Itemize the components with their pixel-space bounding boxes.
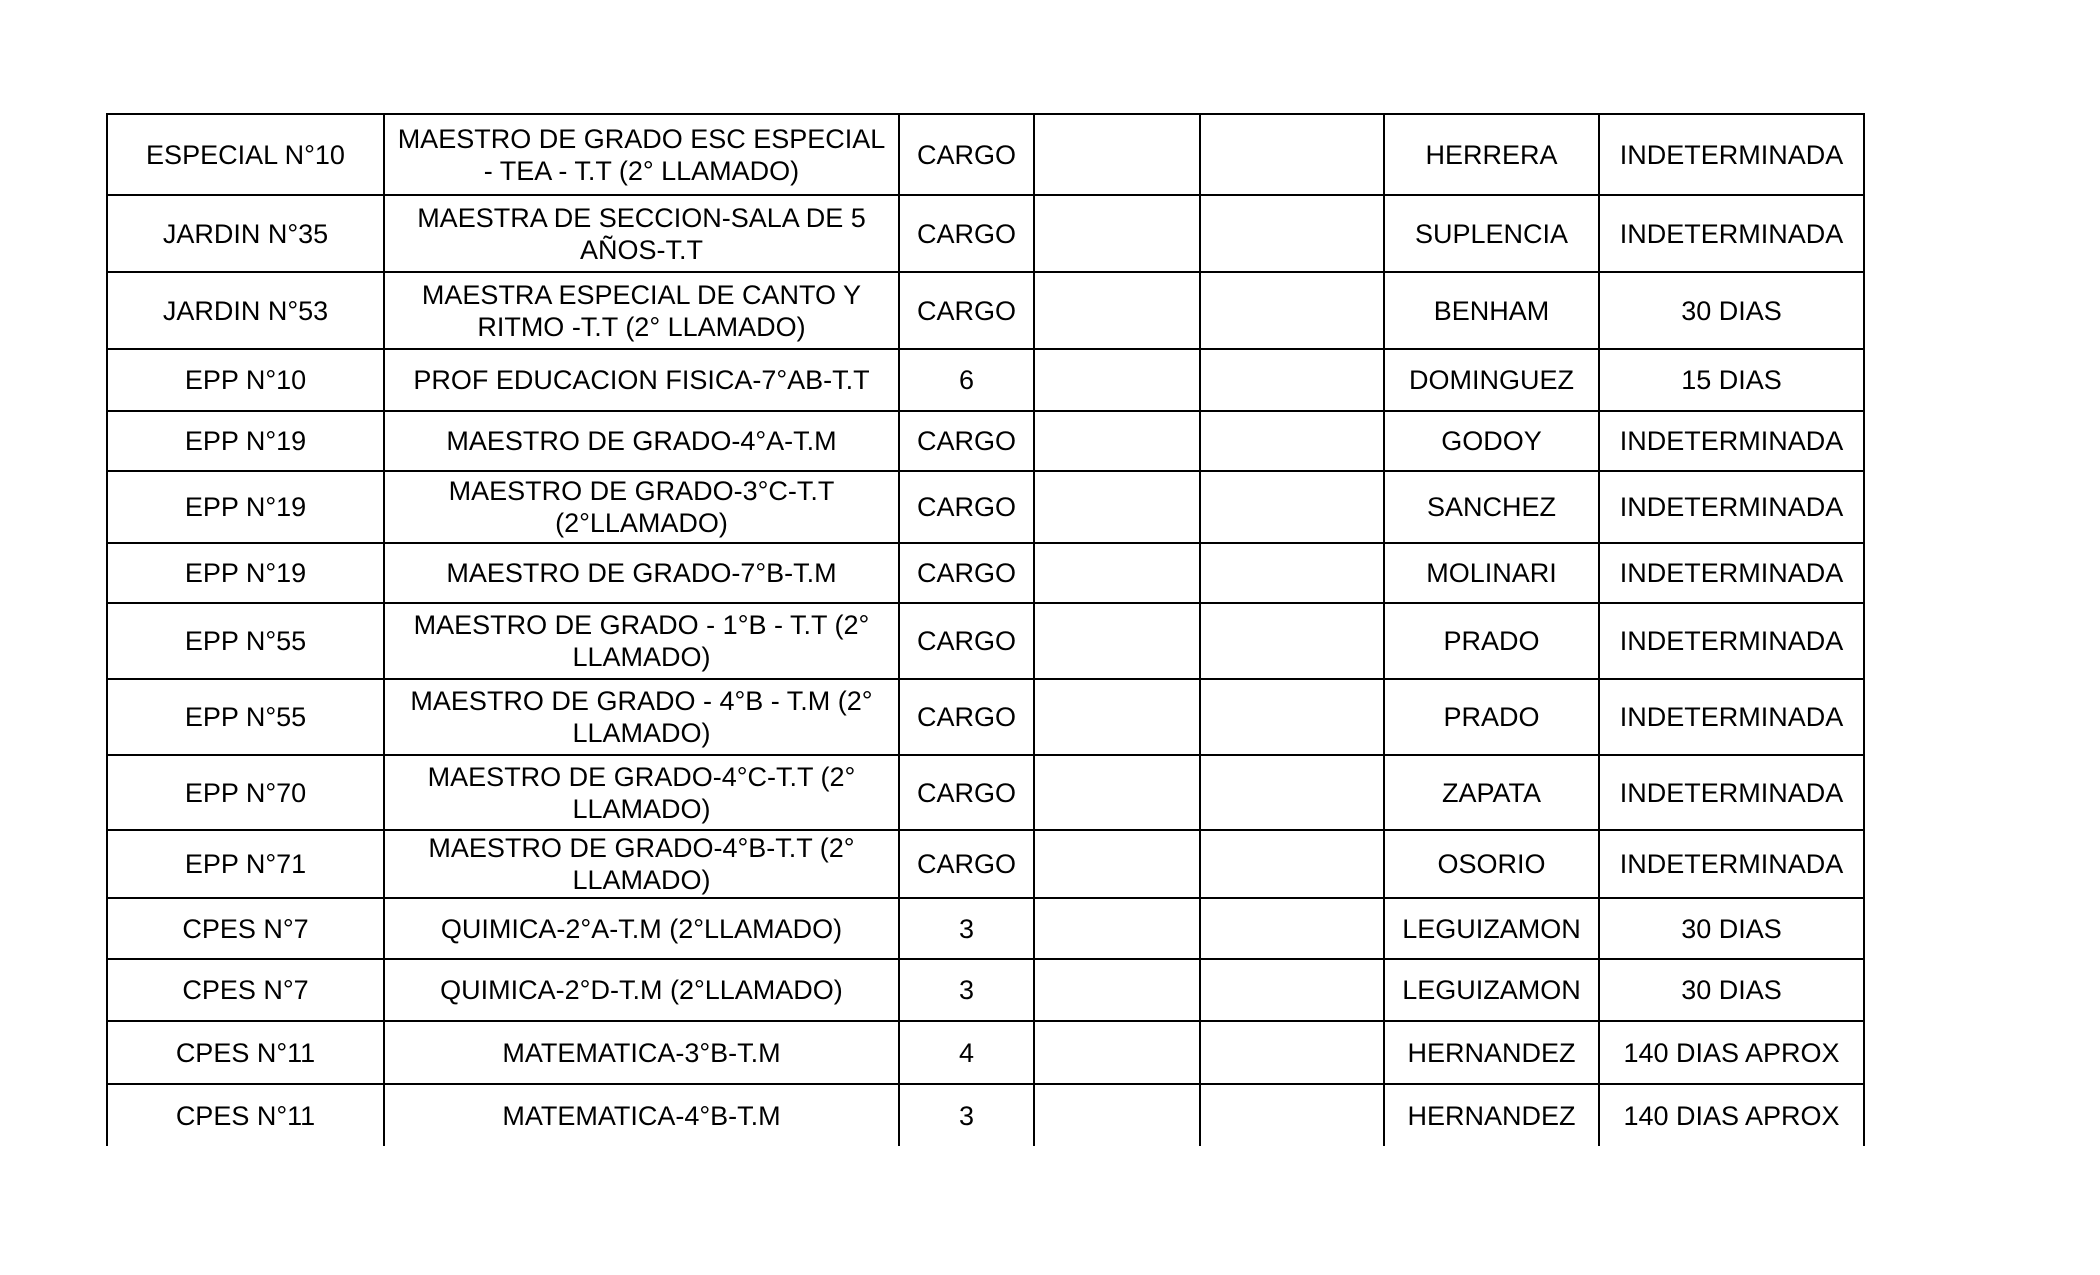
empty-cell	[1200, 543, 1384, 603]
table-row	[107, 959, 1864, 1021]
hours-cell: CARGO	[899, 679, 1034, 755]
table-body	[107, 114, 1864, 1146]
holder-cell: HERNANDEZ	[1384, 1021, 1599, 1084]
holder-cell: PRADO	[1384, 679, 1599, 755]
table-row	[107, 1021, 1864, 1084]
school-cell: EPP N°71	[107, 830, 384, 898]
empty-cell	[1200, 411, 1384, 471]
school-cell: EPP N°19	[107, 543, 384, 603]
table-row	[107, 195, 1864, 272]
school-cell: CPES N°11	[107, 1021, 384, 1084]
holder-cell: PRADO	[1384, 603, 1599, 679]
holder-cell: BENHAM	[1384, 272, 1599, 349]
table-row	[107, 114, 1864, 195]
school-cell: JARDIN N°35	[107, 195, 384, 272]
position-cell: MAESTRA DE SECCION-SALA DE 5 AÑOS-T.T	[384, 195, 899, 272]
school-cell: CPES N°7	[107, 898, 384, 959]
table-row	[107, 755, 1864, 830]
empty-cell	[1200, 1021, 1384, 1084]
school-cell: ESPECIAL N°10	[107, 114, 384, 195]
empty-cell	[1200, 1084, 1384, 1146]
hours-cell: 4	[899, 1021, 1034, 1084]
position-cell: PROF EDUCACION FISICA-7°AB-T.T	[384, 349, 899, 411]
school-cell: EPP N°19	[107, 411, 384, 471]
hours-cell: CARGO	[899, 195, 1034, 272]
empty-cell	[1200, 471, 1384, 543]
hours-cell: 3	[899, 959, 1034, 1021]
school-cell: CPES N°7	[107, 959, 384, 1021]
empty-cell	[1034, 1084, 1200, 1146]
holder-cell: HERRERA	[1384, 114, 1599, 195]
position-cell: MAESTRO DE GRADO-3°C-T.T (2°LLAMADO)	[384, 471, 899, 543]
holder-cell: LEGUIZAMON	[1384, 898, 1599, 959]
empty-cell	[1200, 114, 1384, 195]
hours-cell: CARGO	[899, 830, 1034, 898]
duration-cell: 30 DIAS	[1599, 959, 1864, 1021]
holder-cell: LEGUIZAMON	[1384, 959, 1599, 1021]
empty-cell	[1034, 411, 1200, 471]
empty-cell	[1034, 679, 1200, 755]
hours-cell: CARGO	[899, 543, 1034, 603]
empty-cell	[1200, 755, 1384, 830]
position-cell: MAESTRO DE GRADO-4°A-T.M	[384, 411, 899, 471]
table-row	[107, 603, 1864, 679]
duration-cell: INDETERMINADA	[1599, 679, 1864, 755]
holder-cell: OSORIO	[1384, 830, 1599, 898]
table-row	[107, 471, 1864, 543]
duration-cell: INDETERMINADA	[1599, 411, 1864, 471]
empty-cell	[1034, 114, 1200, 195]
holder-cell: MOLINARI	[1384, 543, 1599, 603]
empty-cell	[1200, 603, 1384, 679]
duration-cell: 30 DIAS	[1599, 272, 1864, 349]
table-row	[107, 411, 1864, 471]
hours-cell: CARGO	[899, 471, 1034, 543]
school-cell: EPP N°19	[107, 471, 384, 543]
empty-cell	[1200, 679, 1384, 755]
duration-cell: 30 DIAS	[1599, 898, 1864, 959]
holder-cell: GODOY	[1384, 411, 1599, 471]
duration-cell: 15 DIAS	[1599, 349, 1864, 411]
table-row	[107, 272, 1864, 349]
table-row	[107, 1084, 1864, 1146]
empty-cell	[1034, 755, 1200, 830]
duration-cell: INDETERMINADA	[1599, 830, 1864, 898]
school-cell: EPP N°55	[107, 603, 384, 679]
school-cell: EPP N°10	[107, 349, 384, 411]
duration-cell: INDETERMINADA	[1599, 195, 1864, 272]
empty-cell	[1034, 959, 1200, 1021]
hours-cell: 6	[899, 349, 1034, 411]
empty-cell	[1200, 195, 1384, 272]
hours-cell: 3	[899, 1084, 1034, 1146]
position-cell: MAESTRO DE GRADO-4°B-T.T (2° LLAMADO)	[384, 830, 899, 898]
hours-cell: CARGO	[899, 411, 1034, 471]
holder-cell: DOMINGUEZ	[1384, 349, 1599, 411]
table-row	[107, 898, 1864, 959]
empty-cell	[1034, 272, 1200, 349]
position-cell: MAESTRA ESPECIAL DE CANTO Y RITMO -T.T (2° LLAMADO)	[384, 272, 899, 349]
hours-cell: 3	[899, 898, 1034, 959]
empty-cell	[1034, 195, 1200, 272]
duration-cell: INDETERMINADA	[1599, 114, 1864, 195]
position-cell: MAESTRO DE GRADO-7°B-T.M	[384, 543, 899, 603]
holder-cell: SUPLENCIA	[1384, 195, 1599, 272]
hours-cell: CARGO	[899, 114, 1034, 195]
empty-cell	[1200, 959, 1384, 1021]
hours-cell: CARGO	[899, 755, 1034, 830]
empty-cell	[1200, 272, 1384, 349]
vacancies-table	[106, 113, 1865, 1146]
duration-cell: INDETERMINADA	[1599, 755, 1864, 830]
position-cell: MAESTRO DE GRADO - 1°B - T.T (2° LLAMADO)	[384, 603, 899, 679]
empty-cell	[1034, 1021, 1200, 1084]
empty-cell	[1200, 349, 1384, 411]
position-cell: QUIMICA-2°D-T.M (2°LLAMADO)	[384, 959, 899, 1021]
empty-cell	[1200, 830, 1384, 898]
duration-cell: 140 DIAS APROX	[1599, 1084, 1864, 1146]
school-cell: EPP N°55	[107, 679, 384, 755]
position-cell: MATEMATICA-4°B-T.M	[384, 1084, 899, 1146]
table-row	[107, 679, 1864, 755]
position-cell: MAESTRO DE GRADO ESC ESPECIAL - TEA - T.T (2° LLAMADO)	[384, 114, 899, 195]
holder-cell: SANCHEZ	[1384, 471, 1599, 543]
empty-cell	[1034, 603, 1200, 679]
duration-cell: INDETERMINADA	[1599, 543, 1864, 603]
hours-cell: CARGO	[899, 603, 1034, 679]
empty-cell	[1034, 349, 1200, 411]
holder-cell: HERNANDEZ	[1384, 1084, 1599, 1146]
empty-cell	[1034, 543, 1200, 603]
school-cell: JARDIN N°53	[107, 272, 384, 349]
school-cell: EPP N°70	[107, 755, 384, 830]
table-row	[107, 349, 1864, 411]
empty-cell	[1034, 830, 1200, 898]
empty-cell	[1034, 898, 1200, 959]
empty-cell	[1200, 898, 1384, 959]
school-cell: CPES N°11	[107, 1084, 384, 1146]
hours-cell: CARGO	[899, 272, 1034, 349]
position-cell: QUIMICA-2°A-T.M (2°LLAMADO)	[384, 898, 899, 959]
position-cell: MATEMATICA-3°B-T.M	[384, 1021, 899, 1084]
position-cell: MAESTRO DE GRADO - 4°B - T.M (2° LLAMADO)	[384, 679, 899, 755]
duration-cell: 140 DIAS APROX	[1599, 1021, 1864, 1084]
duration-cell: INDETERMINADA	[1599, 471, 1864, 543]
table-row	[107, 543, 1864, 603]
duration-cell: INDETERMINADA	[1599, 603, 1864, 679]
table-row	[107, 830, 1864, 898]
holder-cell: ZAPATA	[1384, 755, 1599, 830]
position-cell: MAESTRO DE GRADO-4°C-T.T (2° LLAMADO)	[384, 755, 899, 830]
empty-cell	[1034, 471, 1200, 543]
